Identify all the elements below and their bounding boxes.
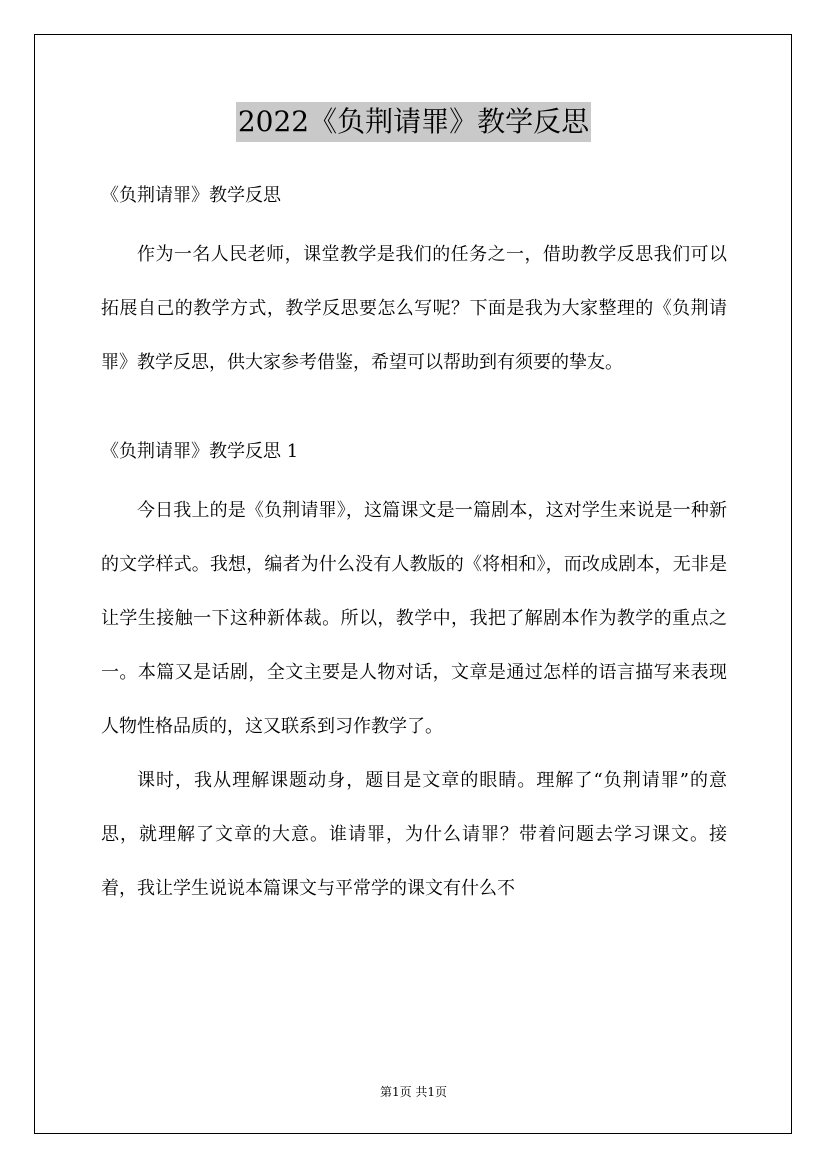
document-body <box>101 178 727 916</box>
page-number-footer: 第1页 共1页 <box>379 1085 448 1099</box>
section-1-paragraph-2: 课时，我从理解课题动身，题目是文章的眼睛。理解了“负荆请罪”的意思，就理解了文章的大意。谁请罪，为什么请罪？带着问题去学习课文。接着，我让学生说说本篇课文与平常学的课文有什么不 <box>101 770 727 899</box>
title-container <box>0 102 827 142</box>
intro-paragraph: 作为一名人民老师，课堂教学是我们的任务之一，借助教学反思我们可以拓展自己的教学方式，教学反思要怎么写呢？下面是我为大家整理的《负荆请罪》教学反思，供大家参考借鉴，希望可以帮助到有须要的挚友。 <box>101 244 727 373</box>
document-title: 2022《负荆请罪》教学反思 <box>236 102 591 142</box>
section-spacer <box>101 390 727 434</box>
section-1-paragraph-1: 今日我上的是《负荆请罪》，这篇课文是一篇剧本，这对学生来说是一种新的文学样式。我想，编者为什么没有人教版的《将相和》，而改成剧本，无非是让学生接触一下这种新体裁。所以，教学中，我把了解剧本作为教学的重点之一。本篇又是话剧，全文主要是人物对话，文章是通过怎样的语言描写来表现人物性格品质的，这又联系到习作教学了。 <box>101 500 727 737</box>
section-1-heading: 《负荆请罪》教学反思 1 <box>101 441 299 462</box>
intro-heading: 《负荆请罪》教学反思 <box>101 185 281 206</box>
